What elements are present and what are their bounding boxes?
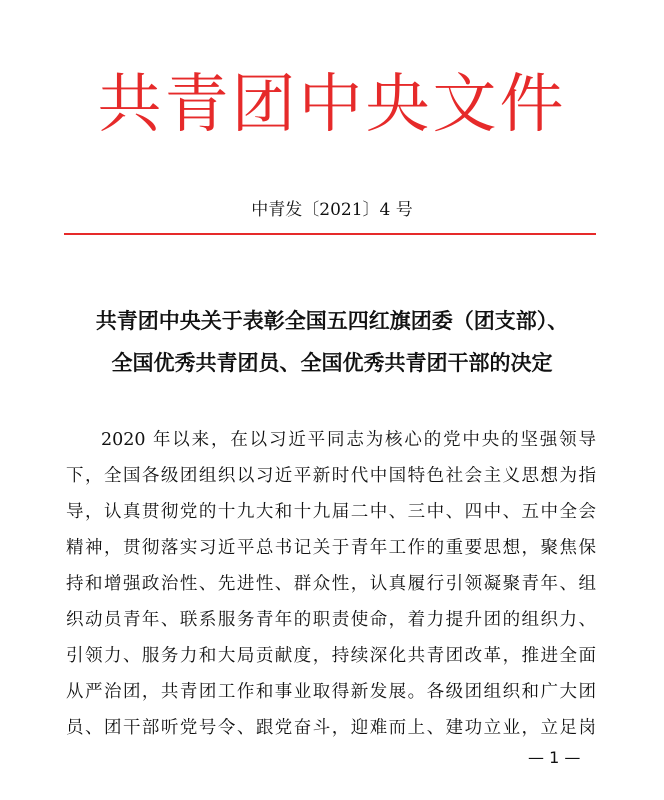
body-line-3: 导，认真贯彻党的十九大和十九届二中、三中、四中、五中全会	[66, 502, 596, 522]
body-line-6: 织动员青年、联系服务青年的职责使命，着力提升团的组织力、	[66, 610, 596, 630]
decision-title-line-1: 共青团中央关于表彰全国五四红旗团委（团支部）、	[95, 309, 569, 333]
red-divider-line	[64, 233, 596, 235]
body-line-9: 员、团干部听党号令、跟党奋斗，迎难而上、建功立业，立足岗	[66, 718, 596, 738]
decision-title-line-2: 全国优秀共青团员、全国优秀共青团干部的决定	[111, 351, 553, 375]
body-line-7: 引领力、服务力和大局贡献度，持续深化共青团改革，推进全面	[66, 646, 596, 666]
document-number: 中青发〔2021〕4 号	[251, 200, 413, 220]
body-line-2: 下，全国各级团组织以习近平新时代中国特色社会主义思想为指	[66, 466, 596, 486]
document-header-title: 共青团中央文件	[97, 68, 567, 142]
page-number: — 1 —	[528, 748, 581, 767]
body-line-4: 精神，贯彻落实习近平总书记关于青年工作的重要思想，聚焦保	[66, 538, 596, 558]
body-paragraph	[66, 422, 596, 746]
body-line-8: 从严治团，共青团工作和事业取得新发展。各级团组织和广大团	[66, 682, 596, 702]
body-line-1: 2020 年以来，在以习近平同志为核心的党中央的坚强领导	[101, 430, 596, 450]
body-line-5: 持和增强政治性、先进性、群众性，认真履行引领凝聚青年、组	[66, 574, 596, 594]
